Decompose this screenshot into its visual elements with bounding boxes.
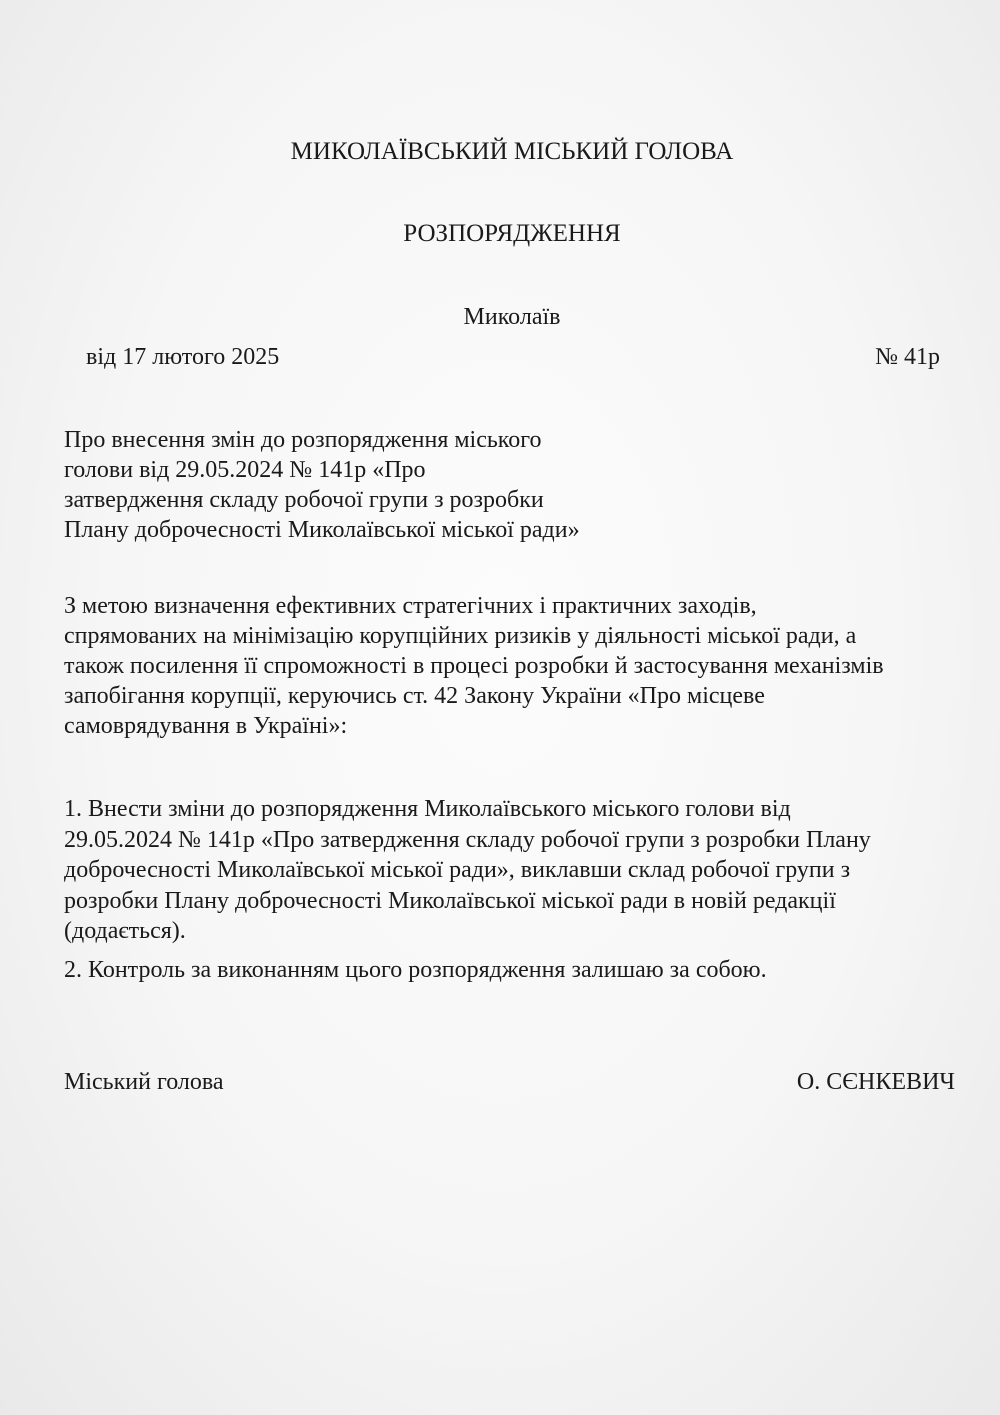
- issuing-authority: МИКОЛАЇВСЬКИЙ МІСЬКИЙ ГОЛОВА: [290, 138, 734, 165]
- preamble-line: також посилення її спроможності в процесі розробки й застосування механізмів: [64, 653, 884, 679]
- document-type-title: РОЗПОРЯДЖЕННЯ: [403, 220, 621, 247]
- order-item-1: [64, 794, 964, 947]
- preamble-line: самоврядування в Україні»:: [64, 713, 348, 739]
- item-line: (додається).: [64, 918, 186, 944]
- item-line: доброчесності Миколаївської міської ради», виклавши склад робочої групи з: [64, 857, 851, 883]
- subject-line: затвердження складу робочої групи з розробки: [64, 487, 544, 513]
- subject-line: Про внесення змін до розпорядження міського: [64, 427, 542, 453]
- item-line: 29.05.2024 № 141р «Про затвердження складу робочої групи з розробки Плану: [64, 826, 871, 853]
- subject-line: Плану доброчесності Миколаївської міської ради»: [64, 517, 580, 543]
- signatory-title: Міський голова: [64, 1069, 224, 1095]
- signatory-name: О. СЄНКЕВИЧ: [796, 1069, 955, 1095]
- item-line: 1. Внести зміни до розпорядження Миколаївського міського голови від: [64, 796, 791, 822]
- document-subject: [64, 425, 664, 545]
- item-line: розробки Плану доброчесності Миколаївської міської ради в новій редакції: [64, 887, 836, 914]
- order-item-2: 2. Контроль за виконанням цього розпорядження залишаю за собою.: [64, 957, 767, 983]
- document-date: від 17 лютого 2025: [86, 344, 280, 370]
- preamble-paragraph: [64, 591, 964, 741]
- preamble-line: спрямованих на мінімізацію корупційних ризиків у діяльності міської ради, а: [64, 623, 857, 649]
- city-name: Миколаїв: [463, 304, 561, 330]
- preamble-line: запобігання корупції, керуючись ст. 42 Закону України «Про місцеве: [64, 683, 765, 709]
- preamble-line: З метою визначення ефективних стратегічних і практичних заходів,: [64, 593, 757, 619]
- subject-line: голови від 29.05.2024 № 141р «Про: [64, 457, 426, 483]
- document-number: № 41р: [875, 344, 940, 370]
